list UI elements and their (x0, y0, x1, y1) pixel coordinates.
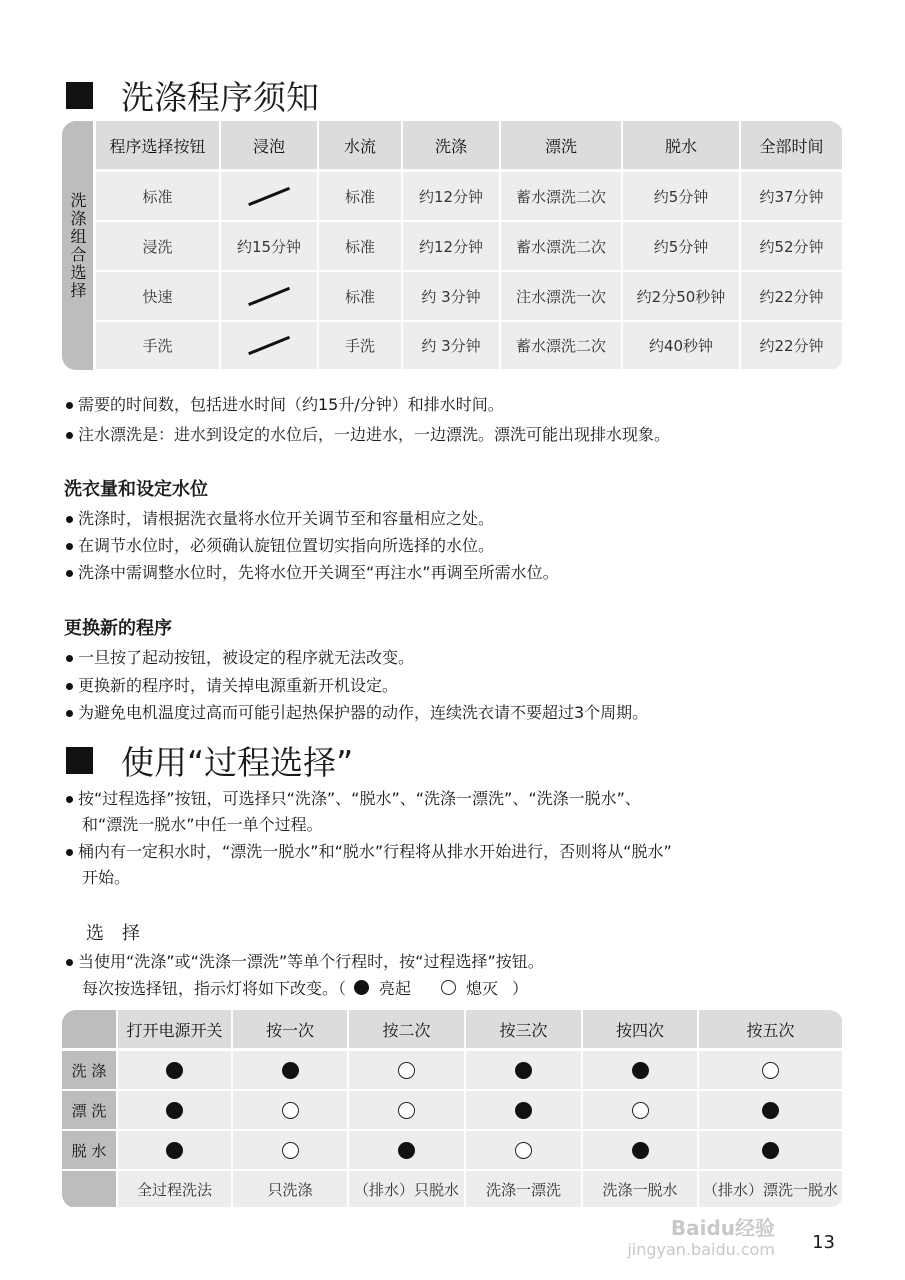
table-header: 按四次 (583, 1010, 697, 1048)
result-cell: （排水）只脱水 (349, 1171, 464, 1207)
indicator-cell (699, 1051, 842, 1089)
square-bullet-icon (66, 82, 93, 109)
table-cell: 约 3分钟 (403, 322, 499, 369)
table-header: 按五次 (699, 1010, 842, 1048)
table-header: 按一次 (233, 1010, 347, 1048)
result-cell: 洗涤一脱水 (583, 1171, 697, 1207)
note (66, 560, 559, 583)
indicator-cell (233, 1051, 347, 1089)
heading-select: 选 择 (86, 923, 140, 944)
empty-circle-icon (515, 1142, 532, 1159)
table-cell: 约2分50秒钟 (623, 272, 739, 320)
bullet-icon (66, 959, 73, 966)
filled-circle-icon (166, 1102, 183, 1119)
bullet-icon (66, 710, 73, 717)
note-text: 洗涤中需调整水位时，先将水位开关调至“再注水”再调至所需水位。 (78, 563, 559, 582)
bullet-icon (66, 849, 73, 856)
indicator-cell (233, 1131, 347, 1169)
slash-icon (248, 187, 290, 206)
result-cell: （排水）漂洗一脱水 (699, 1171, 842, 1207)
bullet-icon (66, 432, 73, 439)
note-continuation: 每次按选择钮，指示灯将如下改变。（ (82, 979, 347, 998)
blank-cell (62, 1171, 116, 1207)
empty-circle-icon (398, 1102, 415, 1119)
filled-circle-icon (632, 1062, 649, 1079)
table-header: 打开电源开关 (118, 1010, 231, 1048)
section-title-wash-program (66, 72, 319, 119)
row-label: 洗 涤 (62, 1051, 116, 1089)
watermark-url: jingyan.baidu.com (627, 1240, 775, 1259)
indicator-cell (349, 1091, 464, 1129)
note-continuation: 和“漂洗一脱水”中任一单个过程。 (82, 815, 323, 834)
table-cell: 标准 (96, 172, 219, 220)
table-cell: 约15分钟 (221, 222, 317, 270)
note-text: 需要的时间数，包括进水时间（约15升/分钟）和排水时间。 (78, 395, 504, 414)
table-header: 程序选择按钮 (96, 121, 219, 169)
note-text: 按“过程选择”按钮，可选择只“洗涤”、“脱水”、“洗涤一漂洗”、“洗涤一脱水”、 (78, 789, 641, 808)
table-header: 按二次 (349, 1010, 464, 1048)
table-cell: 约5分钟 (623, 172, 739, 220)
note (66, 392, 504, 415)
selection-table (62, 1010, 843, 1208)
table-cell: 蓄水漂洗二次 (501, 322, 621, 369)
table-cell: 手洗 (319, 322, 401, 369)
indicator-cell (583, 1131, 697, 1169)
table-header: 全部时间 (741, 121, 842, 169)
legend-off-label: 熄灭 (466, 979, 499, 998)
side-label: 洗涤组合选择 (62, 121, 93, 370)
empty-circle-icon (762, 1062, 779, 1079)
table-cell: 约12分钟 (403, 222, 499, 270)
indicator-cell (583, 1051, 697, 1089)
bullet-icon (66, 796, 73, 803)
note (66, 645, 414, 668)
note-text: 在调节水位时，必须确认旋钮位置切实指向所选择的水位。 (78, 536, 495, 555)
filled-circle-icon (762, 1102, 779, 1119)
filled-circle-icon (166, 1062, 183, 1079)
filled-circle-icon (282, 1062, 299, 1079)
table-cell: 标准 (319, 172, 401, 220)
not-applicable-cell (221, 322, 317, 369)
program-table (62, 121, 843, 370)
table-cell: 蓄水漂洗二次 (501, 172, 621, 220)
note-text: 注水漂洗是：进水到设定的水位后，一边进水，一边漂洗。漂洗可能出现排水现象。 (78, 425, 671, 444)
table-header: 浸泡 (221, 121, 317, 169)
heading-water-level: 洗衣量和设定水位 (64, 479, 208, 500)
table-cell: 约5分钟 (623, 222, 739, 270)
note (66, 506, 494, 529)
bullet-icon (66, 516, 73, 523)
filled-circle-icon (515, 1102, 532, 1119)
indicator-cell (466, 1091, 581, 1129)
note-text: 一旦按了起动按钮，被设定的程序就无法改变。 (78, 648, 415, 667)
watermark-logo: Baidu经验 (670, 1216, 775, 1240)
note-continuation: 开始。 (82, 868, 131, 887)
indicator-cell (466, 1051, 581, 1089)
note-text: 为避免电机温度过高而可能引起热保护器的动作，连续洗衣请不要超过3个周期。 (78, 703, 649, 722)
table-header: 按三次 (466, 1010, 581, 1048)
indicator-cell (699, 1131, 842, 1169)
bullet-icon (66, 402, 73, 409)
table-cell: 快速 (96, 272, 219, 320)
legend-on-label: 亮起 (379, 979, 412, 998)
filled-circle-icon (632, 1142, 649, 1159)
table-cell: 蓄水漂洗二次 (501, 222, 621, 270)
bullet-icon (66, 543, 73, 550)
note (66, 839, 672, 862)
bullet-icon (66, 683, 73, 690)
legend (82, 976, 528, 999)
table-cell: 浸洗 (96, 222, 219, 270)
result-cell: 全过程洗法 (118, 1171, 231, 1207)
indicator-cell (349, 1131, 464, 1169)
note (66, 700, 648, 723)
indicator-cell (118, 1051, 231, 1089)
indicator-cell (466, 1131, 581, 1169)
slash-icon (248, 287, 290, 306)
not-applicable-cell (221, 272, 317, 320)
indicator-cell (349, 1051, 464, 1089)
square-bullet-icon (66, 747, 93, 774)
filled-circle-icon (762, 1142, 779, 1159)
filled-circle-icon (354, 980, 369, 995)
note-text: 桶内有一定积水时，“漂洗一脱水”和“脱水”行程将从排水开始进行，否则将从“脱水” (78, 842, 672, 861)
table-cell: 手洗 (96, 322, 219, 369)
not-applicable-cell (221, 172, 317, 220)
note (66, 673, 398, 696)
indicator-cell (699, 1091, 842, 1129)
note-text: 更换新的程序时，请关掉电源重新开机设定。 (78, 676, 399, 695)
table-cell: 约37分钟 (741, 172, 842, 220)
row-label: 漂 洗 (62, 1091, 116, 1129)
heading-change-program: 更换新的程序 (64, 618, 172, 639)
indicator-cell (233, 1091, 347, 1129)
indicator-cell (118, 1091, 231, 1129)
empty-circle-icon (632, 1102, 649, 1119)
empty-circle-icon (282, 1142, 299, 1159)
result-cell: 只洗涤 (233, 1171, 347, 1207)
table-cell: 约 3分钟 (403, 272, 499, 320)
table-header: 洗涤 (403, 121, 499, 169)
table-header: 水流 (319, 121, 401, 169)
result-cell: 洗涤一漂洗 (466, 1171, 581, 1207)
bullet-icon (66, 570, 73, 577)
table-cell: 约22分钟 (741, 272, 842, 320)
table-cell: 约12分钟 (403, 172, 499, 220)
empty-circle-icon (441, 980, 456, 995)
note-text: 当使用“洗涤”或“洗涤一漂洗”等单个行程时，按“过程选择”按钮。 (78, 952, 544, 971)
note (66, 533, 494, 556)
note (66, 422, 670, 445)
paren: ） (512, 979, 529, 998)
bullet-icon (66, 655, 73, 662)
note-text: 洗涤时，请根据洗衣量将水位开关调节至和容量相应之处。 (78, 509, 495, 528)
table-cell: 标准 (319, 222, 401, 270)
slash-icon (248, 336, 290, 355)
title-text: 使用“过程选择” (121, 743, 354, 782)
table-header: 脱水 (623, 121, 739, 169)
table-cell: 标准 (319, 272, 401, 320)
section-title-process-select (66, 737, 353, 784)
indicator-cell (583, 1091, 697, 1129)
filled-circle-icon (515, 1062, 532, 1079)
indicator-cell (118, 1131, 231, 1169)
table-cell: 约40秒钟 (623, 322, 739, 369)
table-cell: 注水漂洗一次 (501, 272, 621, 320)
filled-circle-icon (166, 1142, 183, 1159)
empty-circle-icon (282, 1102, 299, 1119)
page-number: 13 (812, 1232, 835, 1253)
note (66, 949, 544, 972)
note (66, 786, 641, 809)
table-header: 漂洗 (501, 121, 621, 169)
empty-circle-icon (398, 1062, 415, 1079)
filled-circle-icon (398, 1142, 415, 1159)
row-label: 脱 水 (62, 1131, 116, 1169)
title-text: 洗涤程序须知 (121, 78, 319, 117)
table-cell: 约52分钟 (741, 222, 842, 270)
blank-cell (62, 1010, 116, 1048)
table-cell: 约22分钟 (741, 322, 842, 369)
